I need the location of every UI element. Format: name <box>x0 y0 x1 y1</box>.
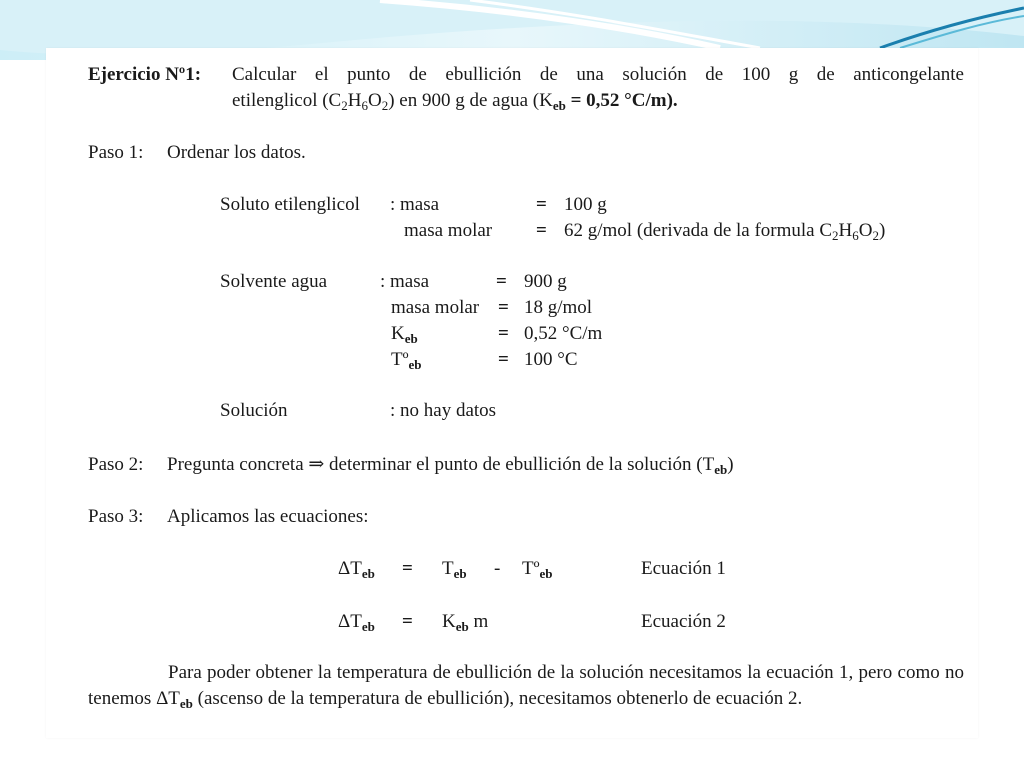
eq2-lhs: $\Delta T_{eb}$ <box>338 611 375 634</box>
eq1-equals: = <box>402 558 413 579</box>
teb-symbol: Tº$_{eb}$ <box>391 349 422 372</box>
exercise-statement-line1: Calcular el punto de ebullición de una solución de 100 g de anticongelante <box>232 64 964 85</box>
keb-eq: = <box>498 323 509 344</box>
solvente-molar-eq: = <box>498 297 509 318</box>
keb-value: 0,52 °C/m <box>524 323 603 344</box>
eq1-teb: $T_{eb}$ <box>442 558 467 581</box>
eq1-label: Ecuación 1 <box>641 558 726 579</box>
eq1-t0eb: Tº$_{eb}$ <box>522 558 553 581</box>
solvente-label: Solvente agua <box>220 271 328 292</box>
paso3-label: Paso 3: <box>88 506 144 527</box>
eq2-label: Ecuación 2 <box>641 611 726 632</box>
solvente-masa-eq: = <box>496 271 507 292</box>
exercise-statement-line2: etilenglicol $(C_2H_6O_2)$ en 900 g de agua ($K_{eb} = 0,52$ °C/m). <box>232 90 678 113</box>
paso3-text: Aplicamos las ecuaciones: <box>167 506 369 527</box>
soluto-masa-eq: = <box>536 194 547 215</box>
solvente-masa-value: 900 g <box>524 271 567 292</box>
solvente-molar-label: masa molar <box>391 297 480 318</box>
eq2-rhs: $K_{eb}$ m <box>442 611 489 634</box>
eq1-lhs: $\Delta T_{eb}$ <box>338 558 375 581</box>
paso1-text: Ordenar los datos. <box>167 142 306 163</box>
soluto-molar-label: masa molar <box>404 220 493 241</box>
teb-value: 100 °C <box>524 349 578 370</box>
soluto-masa-value: 100 g <box>564 194 607 215</box>
soluto-label: Soluto etilenglicol <box>220 194 360 215</box>
exercise-page <box>46 48 978 738</box>
exercise-label: Ejercicio Nº1: <box>88 64 202 85</box>
soluto-molar-value: 62 g/mol (derivada de la formula $C_2H_6O_2$) <box>564 220 886 243</box>
solvente-molar-value: 18 g/mol <box>524 297 593 318</box>
solvente-masa-label: : masa <box>380 271 430 292</box>
keb-symbol: $K_{eb}$ <box>391 323 418 346</box>
eq1-minus: - <box>494 558 501 579</box>
paso2-label: Paso 2: <box>88 454 144 475</box>
soluto-molar-eq: = <box>536 220 547 241</box>
solucion-text: : no hay datos <box>390 400 497 421</box>
teb-eq: = <box>498 349 509 370</box>
explanation-paragraph: Para poder obtener la temperatura de ebullición de la solución necesitamos la ecuación 1, pero como no tenemos $\Delta T_{eb}$ (ascenso de la temperatura de ebullición), necesitamos obtenerlo de ecuación 2. <box>88 662 964 711</box>
eq2-equals: = <box>402 611 413 632</box>
paso2-text: Pregunta concreta ⇒ determinar el punto de ebullición de la solución $(T_{eb})$ <box>167 454 734 477</box>
solucion-label: Solución <box>220 400 288 421</box>
paso1-label: Paso 1: <box>88 142 144 163</box>
soluto-masa-label: : masa <box>390 194 440 215</box>
